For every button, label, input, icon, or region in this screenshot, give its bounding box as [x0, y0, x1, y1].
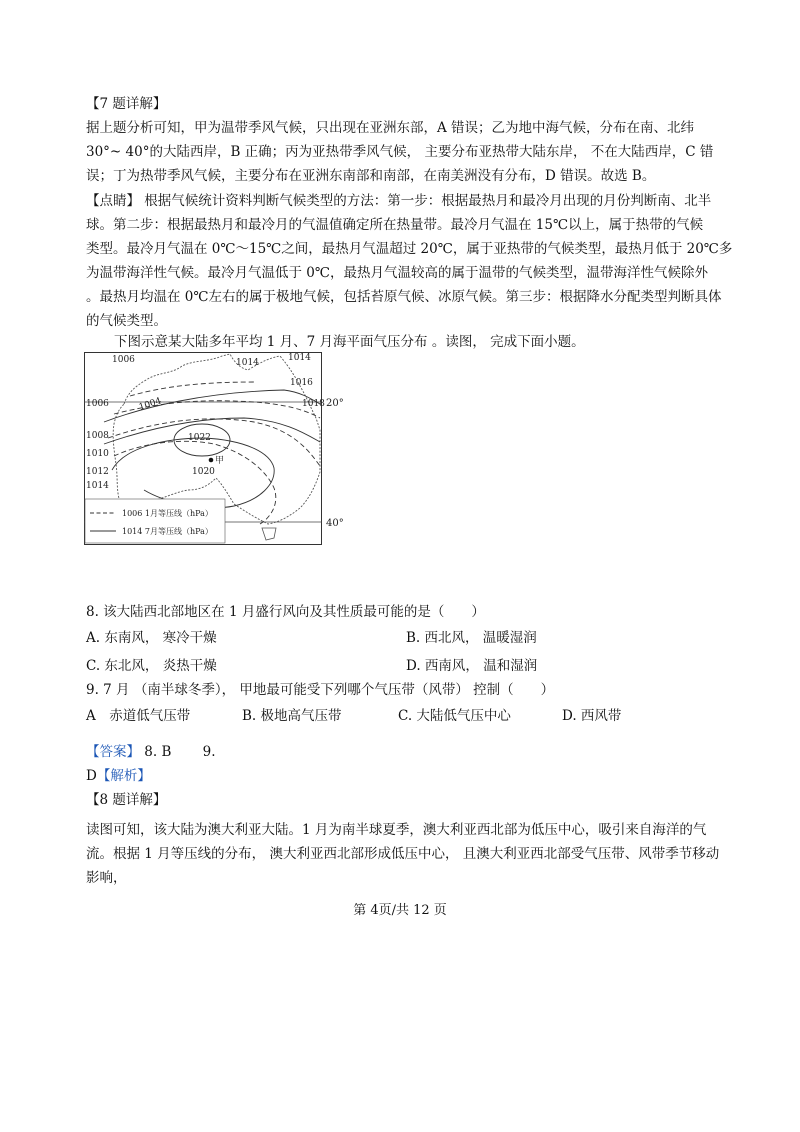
tip-line: 【点睛】 根据气候统计资料判断气候类型的方法：第一步：根据最热月和最冷月出现的月份判断南、北半 — [86, 193, 712, 209]
lat-label: 20° — [326, 398, 344, 409]
q7-line: 30°~ 40°的大陆西岸，B 正确；丙为亚热带季风气候， 主要分布亚热带大陆东岸， 不在大陆西岸，C 错 — [86, 144, 714, 160]
q8-line: 流。根据 1 月等压线的分布， 澳大利亚西北部形成低压中心， 且澳大利亚西北部受气压带、风带季节移动 — [86, 846, 720, 862]
tip-line: 球。第二步：根据最热月和最冷月的气温值确定所在热量带。最冷月气温在 15℃以上，属于热带的气候 — [86, 217, 704, 233]
legend-box — [85, 499, 225, 543]
point-jia — [209, 458, 214, 463]
isobar-label: 1006 — [112, 355, 135, 365]
isobar-label: 1020 — [192, 467, 215, 477]
legend-jan: 1006 1月等压线（hPa） — [122, 509, 213, 518]
isobar-label: 1016 — [290, 378, 313, 388]
q8-line: 影响， — [86, 870, 127, 886]
q7-line: 误；丁为热带季风气候，主要分布在亚洲东南部和南部，在南美洲没有分布，D 错误。故选 B。 — [86, 168, 656, 184]
q8-option-b: B. 西北风， 温暖湿润 — [406, 630, 537, 646]
figure-intro-text: 下图示意某大陆多年平均 1 月、7 月海平面气压分布 。读图， 完成下面小题。 — [114, 334, 585, 350]
tip-line: 的气候类型。 — [86, 313, 167, 329]
q8-header: 【8 题详解】 — [86, 792, 167, 808]
analysis-label: 【解析】 — [96, 768, 151, 784]
tip-line: 为温带海洋性气候。最冷月气温低于 0℃，最热月气温较高的属于温带的气候类型，温带海洋性气候除外 — [86, 265, 708, 281]
answer-text: 8. B 9. — [140, 744, 216, 760]
q9-option-b: B. 极地高气压带 — [242, 708, 342, 724]
q7-line: 据上题分析可知，甲为温带季风气候，只出现在亚洲东部，A 错误；乙为地中海气候，分布在南、北纬 — [86, 120, 695, 136]
q8-explanation — [86, 818, 736, 890]
isobar-map — [84, 352, 350, 546]
isobar-label: 1014 — [288, 353, 311, 363]
lat-label: 40° — [326, 518, 344, 529]
legend-jul: 1014 7月等压线（hPa） — [122, 527, 213, 536]
q7-header: 【7 题详解】 — [86, 96, 167, 112]
q8-stem: 8. 该大陆西北部地区在 1 月盛行风向及其性质最可能的是（ ） — [86, 604, 485, 620]
page-footer: 第 4页/共 12 页 — [353, 903, 447, 918]
answer-label: 【答案】 — [86, 744, 140, 760]
q8-option-a: A. 东南风， 寒冷干燥 — [86, 630, 217, 646]
q7-explanation — [86, 92, 736, 188]
point-jia-label: 甲 — [215, 456, 225, 466]
q8-option-c: C. 东北风， 炎热干燥 — [86, 658, 217, 674]
q9-option-d: D. 西风带 — [562, 708, 622, 724]
q9-option-a: A 赤道低气压带 — [86, 708, 191, 724]
figure-intro — [114, 330, 764, 354]
tip-line: 类型。最冷月气温在 0℃～15℃之间，最热月气温超过 20℃，属于亚热带的气候类型，最热月低于 20℃多 — [86, 241, 733, 257]
q8-line: 读图可知，该大陆为澳大利亚大陆。1 月为南半球夏季，澳大利亚西北部为低压中心，吸引来自海洋的气 — [86, 822, 707, 838]
q9-stem: 9. 7 月 （南半球冬季）， 甲地最可能受下列哪个气压带（风带） 控制（ ） — [86, 682, 555, 698]
isobar-label: 1014 — [236, 358, 259, 368]
tip-section — [86, 189, 736, 333]
isobar-label: 1010 — [86, 449, 109, 459]
answer-section — [86, 740, 736, 812]
isobar-label: 1014 — [86, 481, 109, 491]
isobar-label: 1022 — [188, 433, 211, 443]
isobar-label: 1008 — [86, 431, 109, 441]
q9-option-c: C. 大陆低气压中心 — [398, 708, 511, 724]
isobar-label: 1012 — [86, 467, 109, 477]
q8-option-d: D. 西南风， 温和湿润 — [406, 658, 538, 674]
isobar-label: 1006 — [86, 399, 109, 409]
tip-line: 。最热月均温在 0℃左右的属于极地气候，包括苔原气候、冰原气候。第三步：根据降水分配类型判断具体 — [86, 289, 722, 305]
question-8 — [86, 600, 736, 728]
isobar-label: 1018 — [302, 399, 325, 409]
answer-d: D — [86, 768, 97, 784]
isobar-label: 1004 — [137, 396, 163, 413]
